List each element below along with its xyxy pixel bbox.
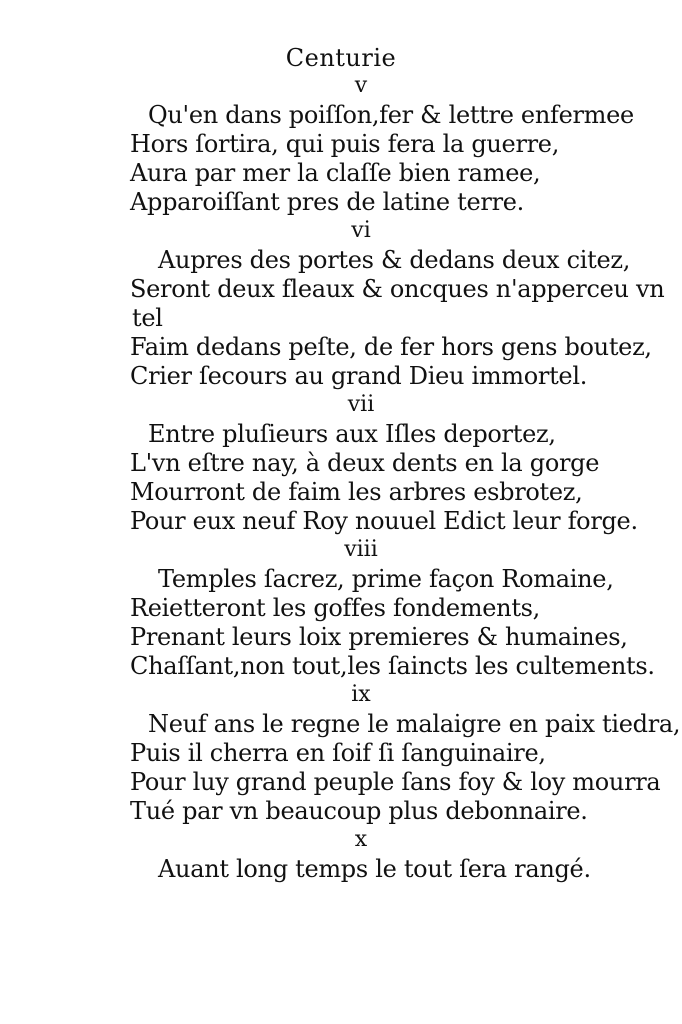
- verse-line: Crier ſecours au grand Dieu immortel.: [130, 362, 588, 390]
- verse-line: Pour luy grand peuple ſans foy & loy mourra: [130, 768, 661, 796]
- verse-line: Tué par vn beaucoup plus debonnaire.: [130, 797, 588, 825]
- verse-line: Hors ſortira, qui puis fera la guerre,: [130, 130, 560, 158]
- quatrain-numeral: x: [354, 827, 368, 852]
- quatrain-numeral: vii: [347, 392, 375, 417]
- verse-line: Auant long temps le tout ſera rangé.: [158, 855, 591, 883]
- verse-line: Puis il cherra en ſoif ſi ſanguinaire,: [130, 739, 546, 767]
- quatrain-numeral: v: [354, 73, 368, 98]
- text-block: [0, 72, 682, 884]
- verse-line: Chaſſant,non tout,les ſaincts les cultements.: [130, 652, 655, 680]
- verse-line: Apparoiſſant pres de latine terre.: [130, 188, 524, 216]
- verse-line: Temples ſacrez, prime façon Romaine,: [158, 565, 614, 593]
- verse-line: Mourront de faim les arbres esbrotez,: [130, 478, 583, 506]
- verse-line: Aupres des portes & dedans deux citez,: [158, 246, 631, 274]
- verse-line: tel: [132, 304, 163, 332]
- quatrain-numeral: ix: [351, 682, 371, 707]
- verse-line: Aura par mer la claſſe bien ramee,: [130, 159, 541, 187]
- verse-line: Entre pluſieurs aux Iſles deportez,: [148, 420, 556, 448]
- verse-line: Faim dedans peſte, de fer hors gens boutez,: [130, 333, 652, 361]
- verse-line: Seront deux fleaux & oncques n'apperceu vn: [130, 275, 665, 303]
- verse-line: Pour eux neuf Roy nouuel Edict leur forge.: [130, 507, 638, 535]
- quatrain-numeral: viii: [344, 537, 378, 562]
- verse-line: L'vn eſtre nay, à deux dents en la gorge: [130, 449, 600, 477]
- verse-line: Qu'en dans poiſſon,fer & lettre enfermee: [148, 101, 634, 129]
- quatrain-numeral: vi: [351, 218, 371, 243]
- verse-line: Reietteront les goffes fondements,: [130, 594, 541, 622]
- verse-line: Neuf ans le regne le malaigre en paix tiedra,: [148, 710, 681, 738]
- running-header: Centurie: [285, 44, 397, 72]
- verse-line: Prenant leurs loix premieres & humaines,: [130, 623, 628, 651]
